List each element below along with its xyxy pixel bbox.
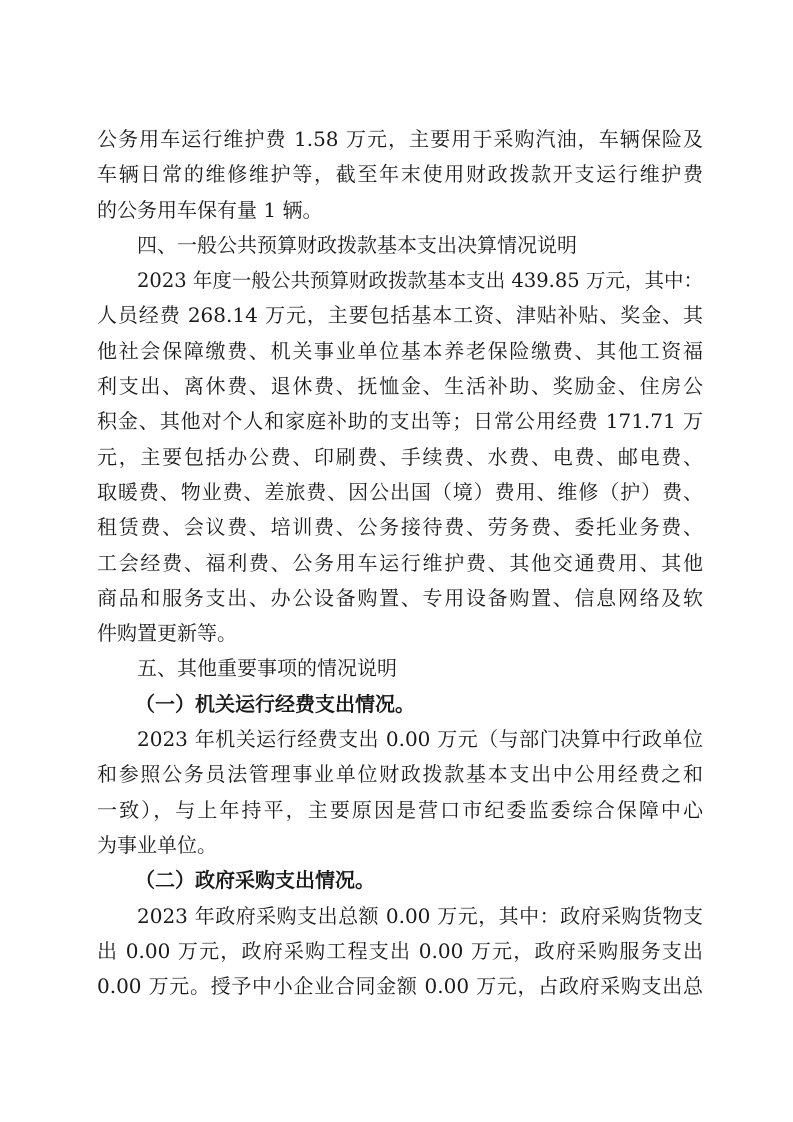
paragraph-operating-expenses	[97, 722, 703, 863]
text-line: 车辆日常的维修维护等，截至年末使用财政拨款开支运行维护费	[97, 162, 703, 187]
text-line: 他社会保障缴费、机关事业单位基本养老保险缴费、其他工资福	[97, 338, 703, 363]
subsection-heading-1: （一）机关运行经费支出情况。	[135, 691, 415, 716]
paragraph-basic-spending	[97, 263, 703, 651]
text-line: 利支出、离休费、退休费、抚恤金、生活补助、奖励金、住房公	[97, 374, 703, 399]
text-line: 件购置更新等。	[97, 621, 237, 646]
text-line: 元，主要包括办公费、印刷费、手续费、水费、电费、邮电费、	[97, 444, 703, 469]
text-line: 0.00 万元。授予中小企业合同金额 0.00 万元，占政府采购支出总	[97, 974, 703, 999]
text-line: 一致），与上年持平，主要原因是营口市纪委监委综合保障中心	[97, 797, 703, 822]
text-line: 的公务用车保有量 1 辆。	[97, 197, 323, 222]
text-line: 租赁费、会议费、培训费、公务接待费、劳务费、委托业务费、	[97, 515, 703, 540]
text-line: 公务用车运行维护费 1.58 万元，主要用于采购汽油，车辆保险及	[97, 127, 703, 151]
text-line: 为事业单位。	[97, 832, 217, 857]
text-line: 积金、其他对个人和家庭补助的支出等；日常公用经费 171.71 万	[97, 409, 703, 434]
paragraph-vehicle-maintenance	[97, 122, 703, 228]
text-line: 2023 年机关运行经费支出 0.00 万元（与部门决算中行政单位	[137, 727, 703, 752]
text-line: 商品和服务支出、办公设备购置、专用设备购置、信息网络及软	[97, 585, 703, 610]
paragraph-procurement	[97, 899, 703, 1005]
subsection-heading-2: （二）政府采购支出情况。	[135, 868, 375, 893]
text-line: 和参照公务员法管理事业单位财政拨款基本支出中公用经费之和	[97, 762, 703, 787]
text-line: 取暖费、物业费、差旅费、因公出国（境）费用、维修（护）费、	[97, 479, 703, 504]
text-line: 2023 年度一般公共预算财政拨款基本支出 439.85 万元，其中：	[137, 269, 703, 293]
section-heading-4: 四、一般公共预算财政拨款基本支出决算情况说明	[137, 232, 577, 257]
text-line: 2023 年政府采购支出总额 0.00 万元，其中：政府采购货物支	[137, 903, 703, 928]
section-heading-5: 五、其他重要事项的情况说明	[137, 656, 397, 681]
text-line: 出 0.00 万元，政府采购工程支出 0.00 万元，政府采购服务支出	[97, 938, 703, 963]
document-body	[97, 122, 703, 1004]
text-line: 工会经费、福利费、公务用车运行维护费、其他交通费用、其他	[97, 550, 703, 575]
text-line: 人员经费 268.14 万元，主要包括基本工资、津贴补贴、奖金、其	[97, 303, 703, 328]
